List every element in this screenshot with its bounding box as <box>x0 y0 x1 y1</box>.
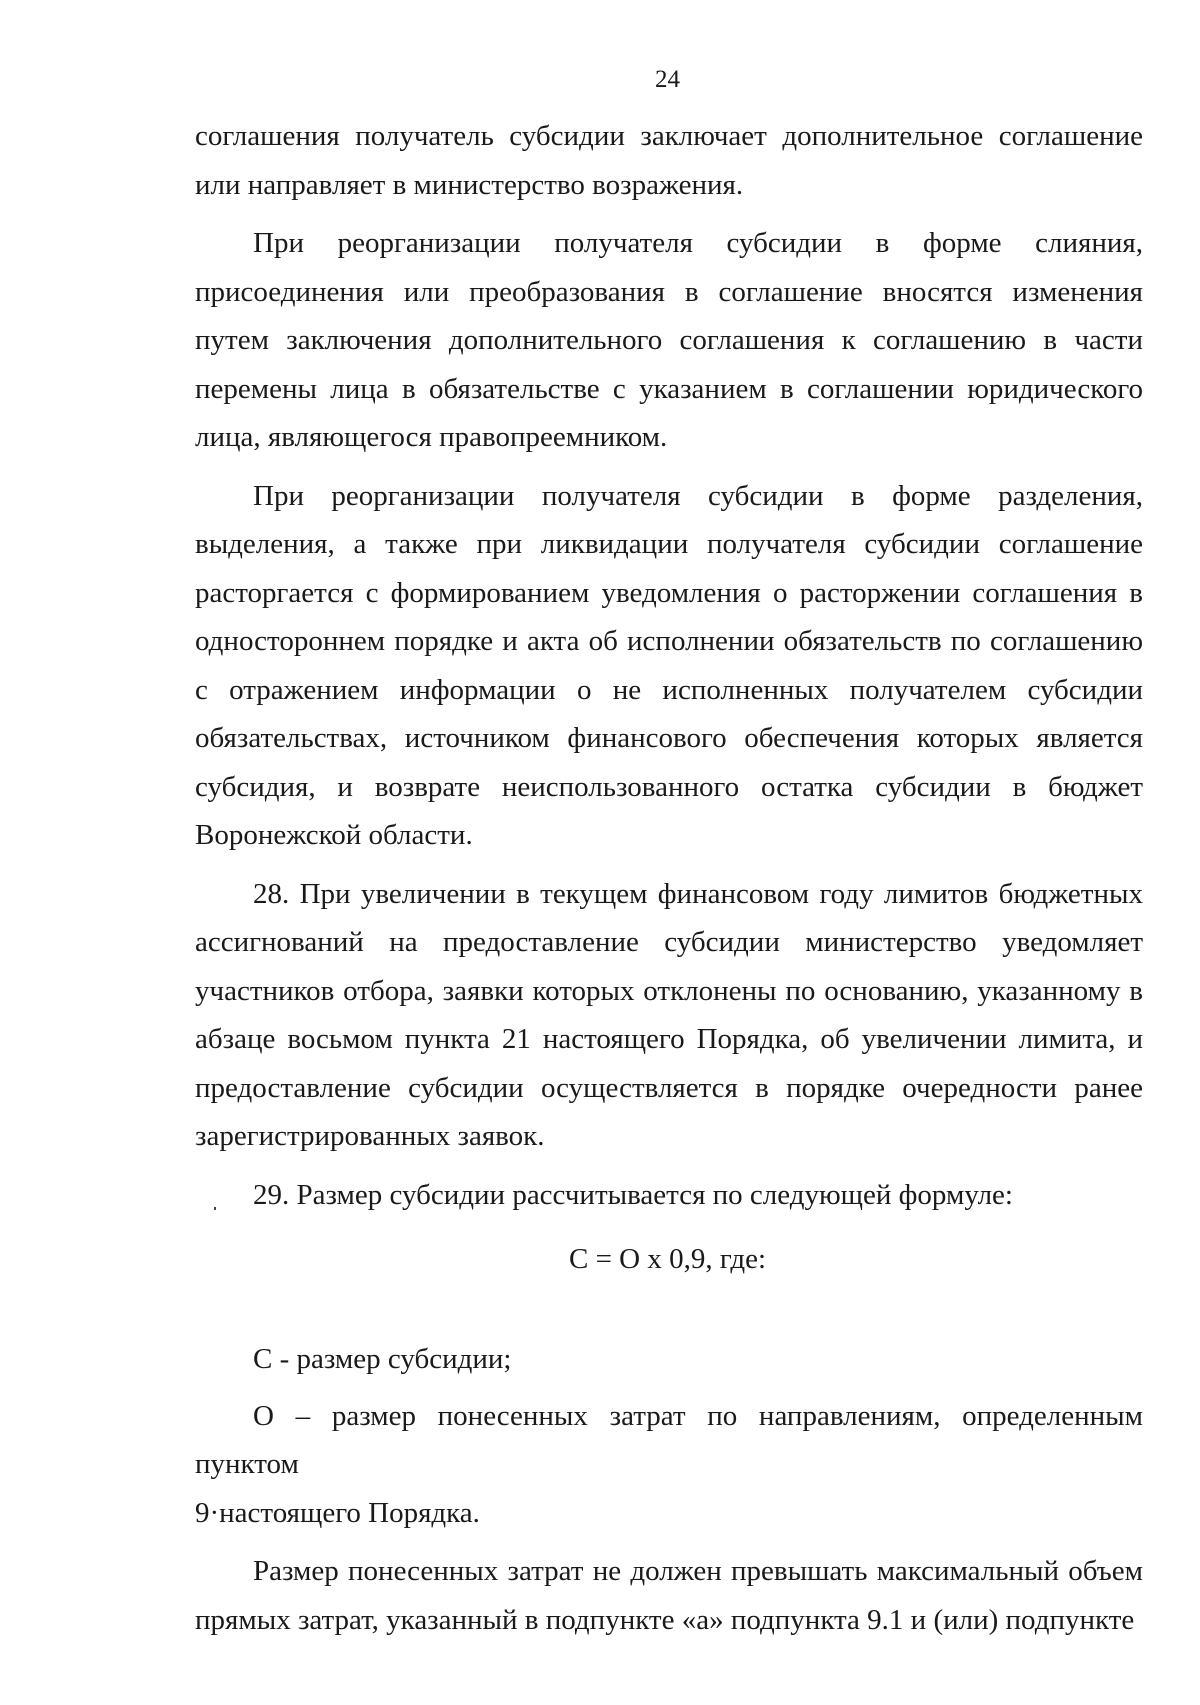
page-number: 24 <box>655 66 680 93</box>
definition-o-continuation: 9·настоящего Порядка. <box>195 1496 480 1529</box>
paragraph-reorganization-merger: При реорганизации получателя субсидии в форме слияния, присоединения или преобразования в соглашение вносятся изменения путем заключения дополнительного соглашения к соглашению в части перемены лица в обязательстве с указанием в соглашении юридического лица, являющегося правопреемником. <box>195 227 1143 453</box>
closing-paragraph: Размер понесенных затрат не должен превышать максимальный объем прямых затрат, указанный в подпункте «а» подпункта 9.1 и (или) подпункте <box>195 1555 1143 1636</box>
formula-definitions <box>195 1335 1143 1644</box>
paragraph-item-28: 28. При увеличении в текущем финансовом году лимитов бюджетных ассигнований на предоставление субсидии министерство уведомляет участников отбора, заявки которых отклонены по основанию, указанному в абзаце восьмом пункта 21 настоящего Порядка, об увеличении лимита, и предоставление субсидии осуществляется в порядке очередности ранее зарегистрированных заявок. <box>195 877 1143 1152</box>
body-text <box>195 112 1143 1219</box>
scan-speck <box>214 1207 216 1210</box>
definition-c: С - размер субсидии; <box>253 1343 512 1375</box>
subsidy-formula: С = О х 0,9, где: <box>568 1243 767 1275</box>
paragraph-item-29: 29. Размер субсидии рассчитывается по следующей формуле: <box>253 1178 1013 1211</box>
definition-o: О – размер понесенных затрат по направлениям, определенным пунктом <box>195 1399 1143 1480</box>
paragraph-continuation: соглашения получатель субсидии заключает дополнительное соглашение или направляет в министерство возражения. <box>195 120 1143 201</box>
paragraph-reorganization-division: При реорганизации получателя субсидии в форме разделения, выделения, а также при ликвидации получателя субсидии соглашение расторгается с формированием уведомления о расторжении соглашения в одностороннем порядке и акта об исполнении обязательств по соглашению с отражением информации о не исполненных получателем субсидии обязательствах, источником финансового обеспечения которых является субсидия, и возврате неиспользованного остатка субсидии в бюджет Воронежской области. <box>195 479 1143 851</box>
